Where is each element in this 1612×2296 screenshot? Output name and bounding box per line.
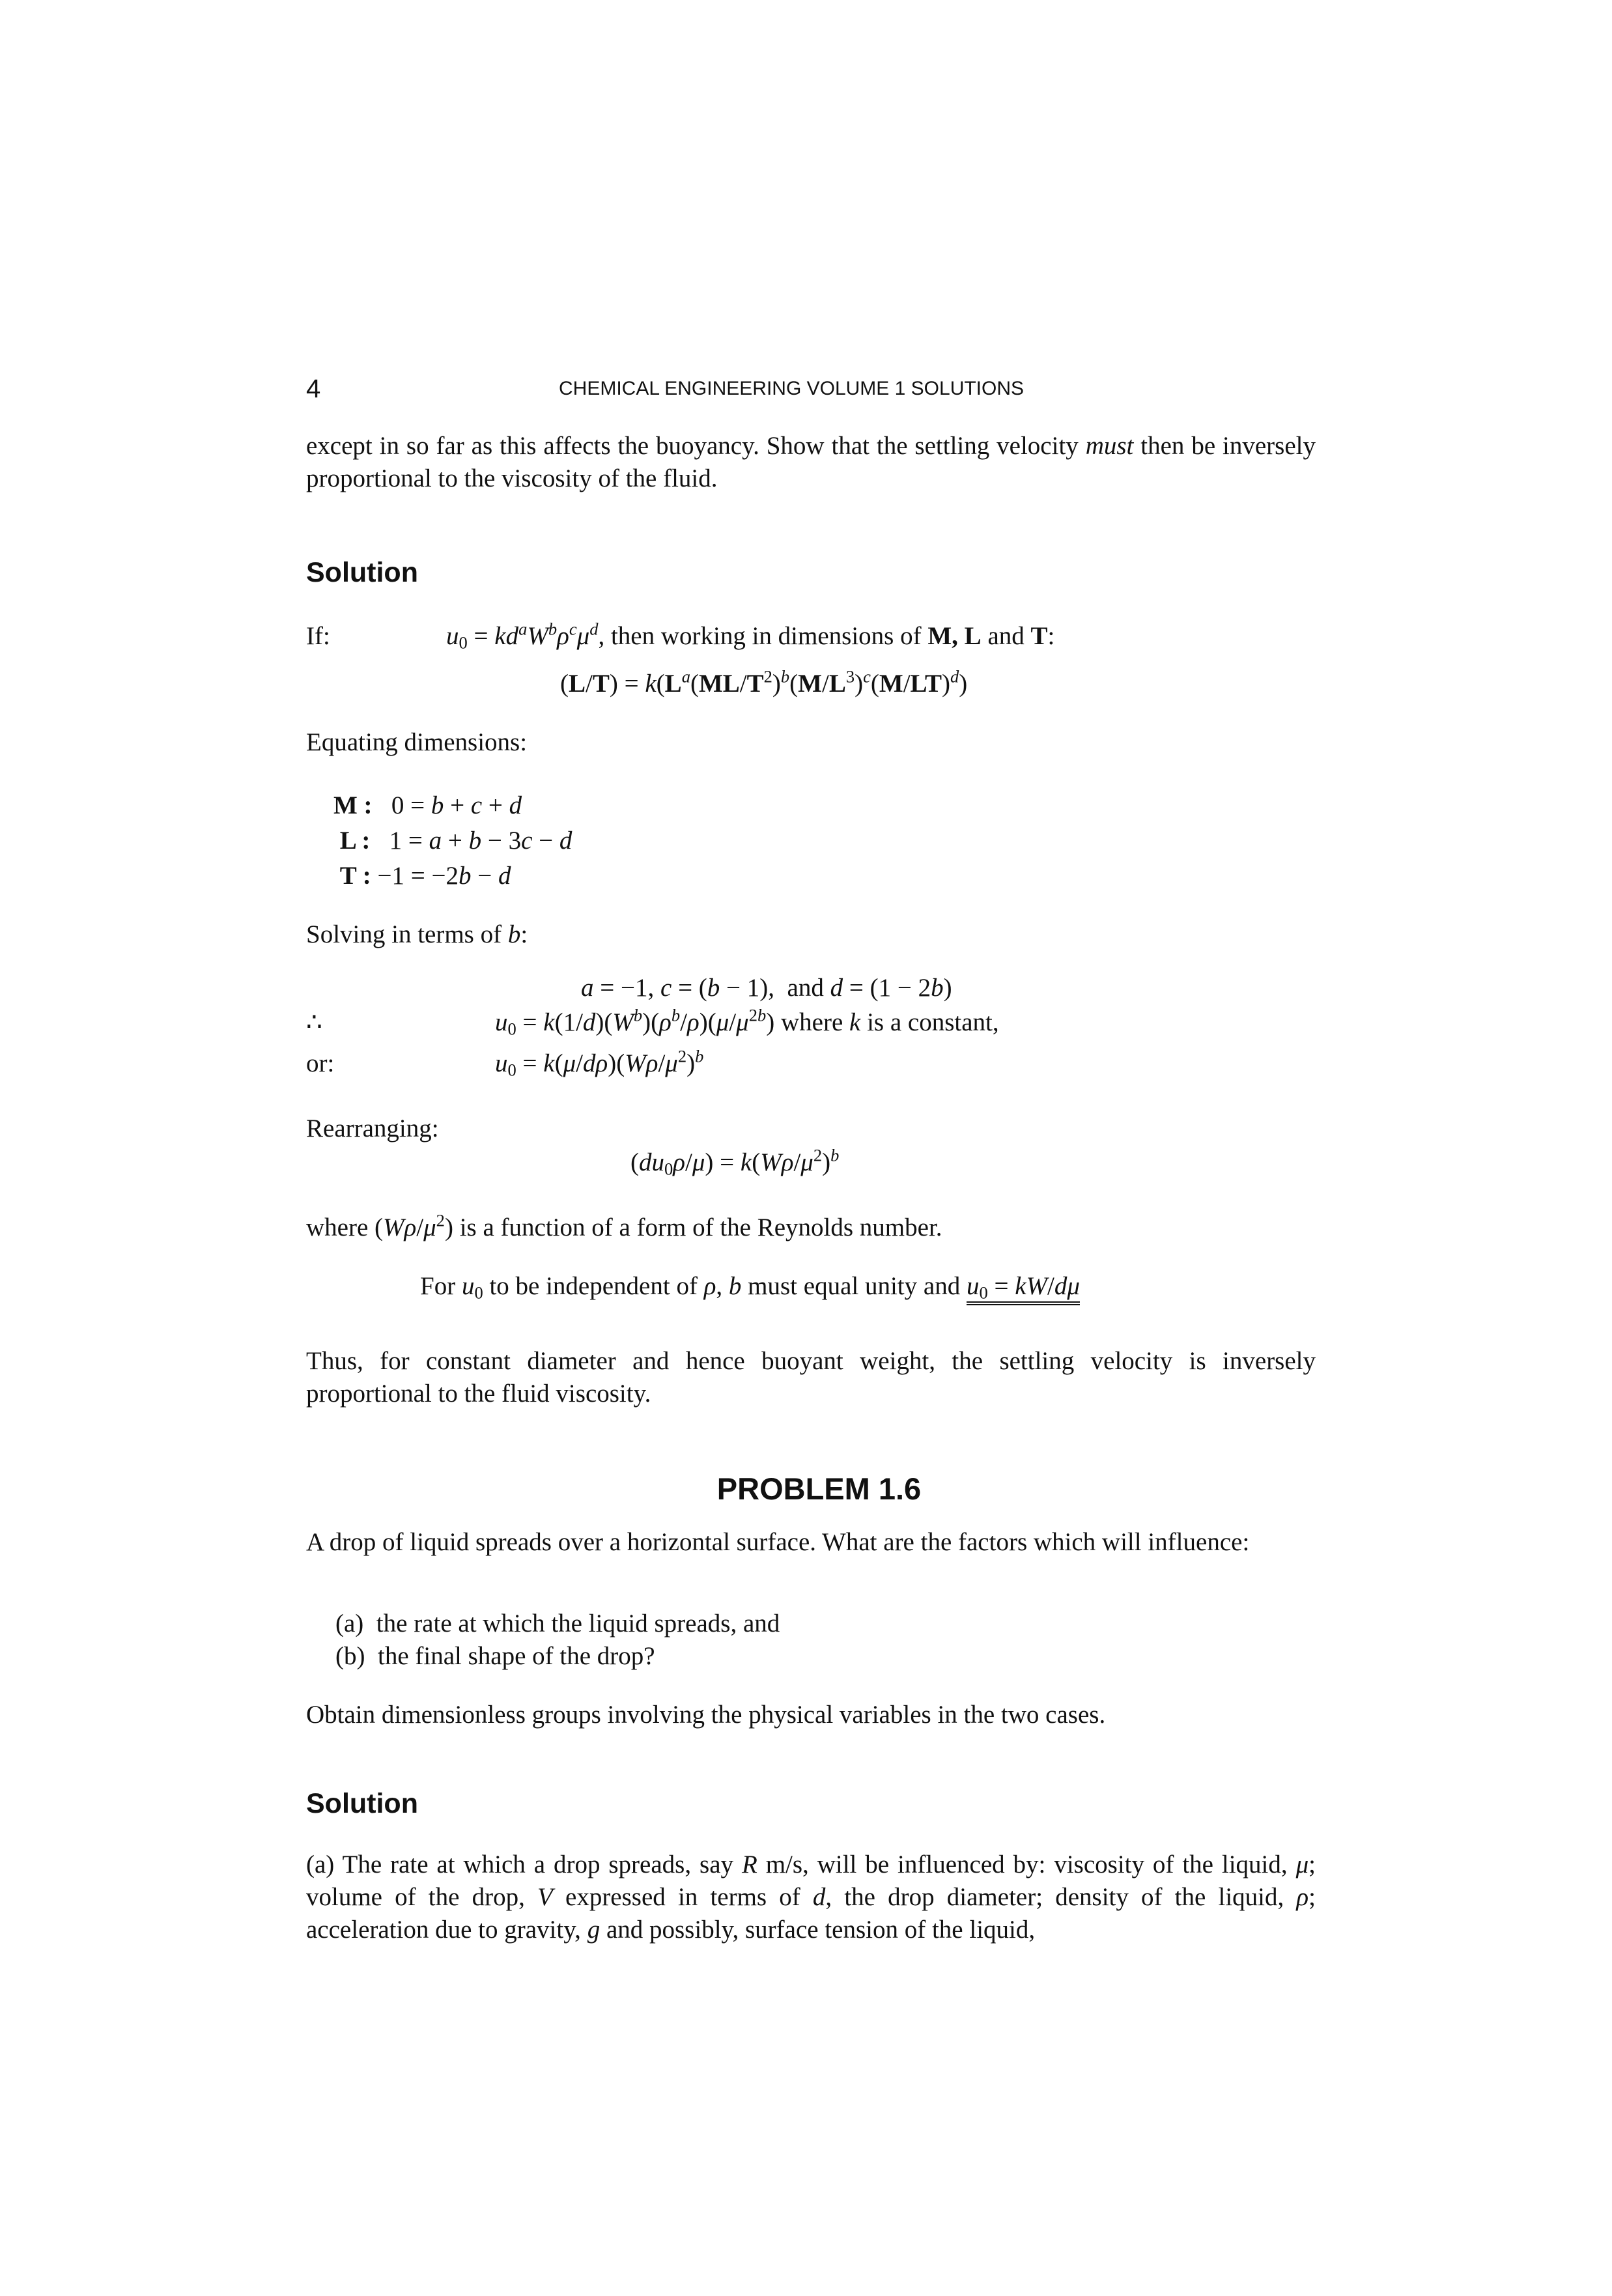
equation-l: L : 1 = a + b − 3c − d: [339, 827, 573, 855]
reynolds-sentence: where $(W\rho/\mu^2)$ is a function of a form of the Reynolds number.: [306, 1210, 942, 1241]
problem-heading: PROBLEM 1.6: [716, 1471, 922, 1506]
solution-heading-2: Solution: [306, 1788, 418, 1819]
rearranged-equation: $(du_0\rho/\mu) = k(W\rho/\mu^2)^b$: [630, 1145, 840, 1179]
problem-task: Obtain dimensionless groups involving the physical variables in the two cases.: [306, 1701, 1106, 1729]
rearranging-label: Rearranging:: [306, 1114, 439, 1142]
equation-t: T : −1 = −2b − d: [339, 862, 511, 890]
solving-label: Solving in terms of b:: [306, 920, 528, 948]
or-label: or:: [306, 1049, 335, 1077]
independence-sentence: For $u_0$ to be independent of ρ, b must equal unity and $u_0 = kW/d\mu$: [420, 1270, 1080, 1303]
solution-heading: Solution: [306, 557, 418, 588]
emphasis-must: must: [1085, 432, 1134, 460]
therefore-symbol: ∴: [306, 1008, 322, 1036]
intro-text-end: then be inversely proportional to the viscosity of the fluid.: [306, 432, 1316, 492]
solution-2-paragraph: (a) The rate at which a drop spreads, say R m/s, will be influenced by: viscosity of the liquid, μ; volume of the drop, V expressed in terms of d, the drop diameter; density of the liquid, ρ; acceleration due to gravity, g and possibly, surface tension of the liquid,: [306, 1850, 1316, 1944]
u0-simplified-equation: $u_0 = k(\mu/d\rho)(W\rho/\mu^2)^b$: [495, 1046, 704, 1080]
u0-expanded-equation: $u_0 = k(1/d)(W^b)(\rho^b/\rho)(\mu/\mu^{2b})$ where k is a constant,: [495, 1005, 999, 1039]
equation-m: M : 0 = b + c + d: [333, 791, 522, 819]
final-result: $u_0 = kW/d\mu$: [967, 1272, 1080, 1305]
dims-ml: M, L: [927, 622, 982, 650]
problem-item-a: (a) the rate at which the liquid spreads, and: [335, 1609, 780, 1637]
if-label: If:: [306, 622, 330, 650]
colon: :: [1047, 622, 1055, 650]
equating-label: Equating dimensions:: [306, 728, 528, 756]
page-number: 4: [306, 375, 321, 403]
dim-t: T: [1030, 622, 1048, 650]
equation-u0-power-law: u: [446, 622, 459, 650]
problem-statement: A drop of liquid spreads over a horizontal surface. What are the factors which will influence:: [306, 1528, 1250, 1556]
exponent-solution: a = −1, c = (b − 1), and d = (1 − 2b): [581, 974, 952, 1002]
intro-text-start: except in so far as this affects the buoyancy. Show that the settling velocity: [306, 432, 1086, 460]
dimension-equations: [333, 788, 572, 894]
conclusion-paragraph: Thus, for constant diameter and hence buoyant weight, the settling velocity is inversely proportional to the fluid viscosity.: [306, 1347, 1316, 1408]
if-text: , then working in dimensions of: [598, 622, 928, 650]
running-title: CHEMICAL ENGINEERING VOLUME 1 SOLUTIONS: [559, 378, 1025, 399]
dimensional-equation: $(L/T) = k(L^a(ML/T^2)^b(M/L^3)^c(M/LT)^d)$: [560, 666, 968, 698]
if-equation-line: $u_0 = kd^aW^b\rho^c\mu^d$, then working in dimensions of M, L and T:: [446, 619, 1055, 653]
problem-item-b: (b) the final shape of the drop?: [335, 1642, 655, 1670]
and-word: and: [981, 622, 1031, 650]
intro-paragraph: [306, 430, 1316, 495]
